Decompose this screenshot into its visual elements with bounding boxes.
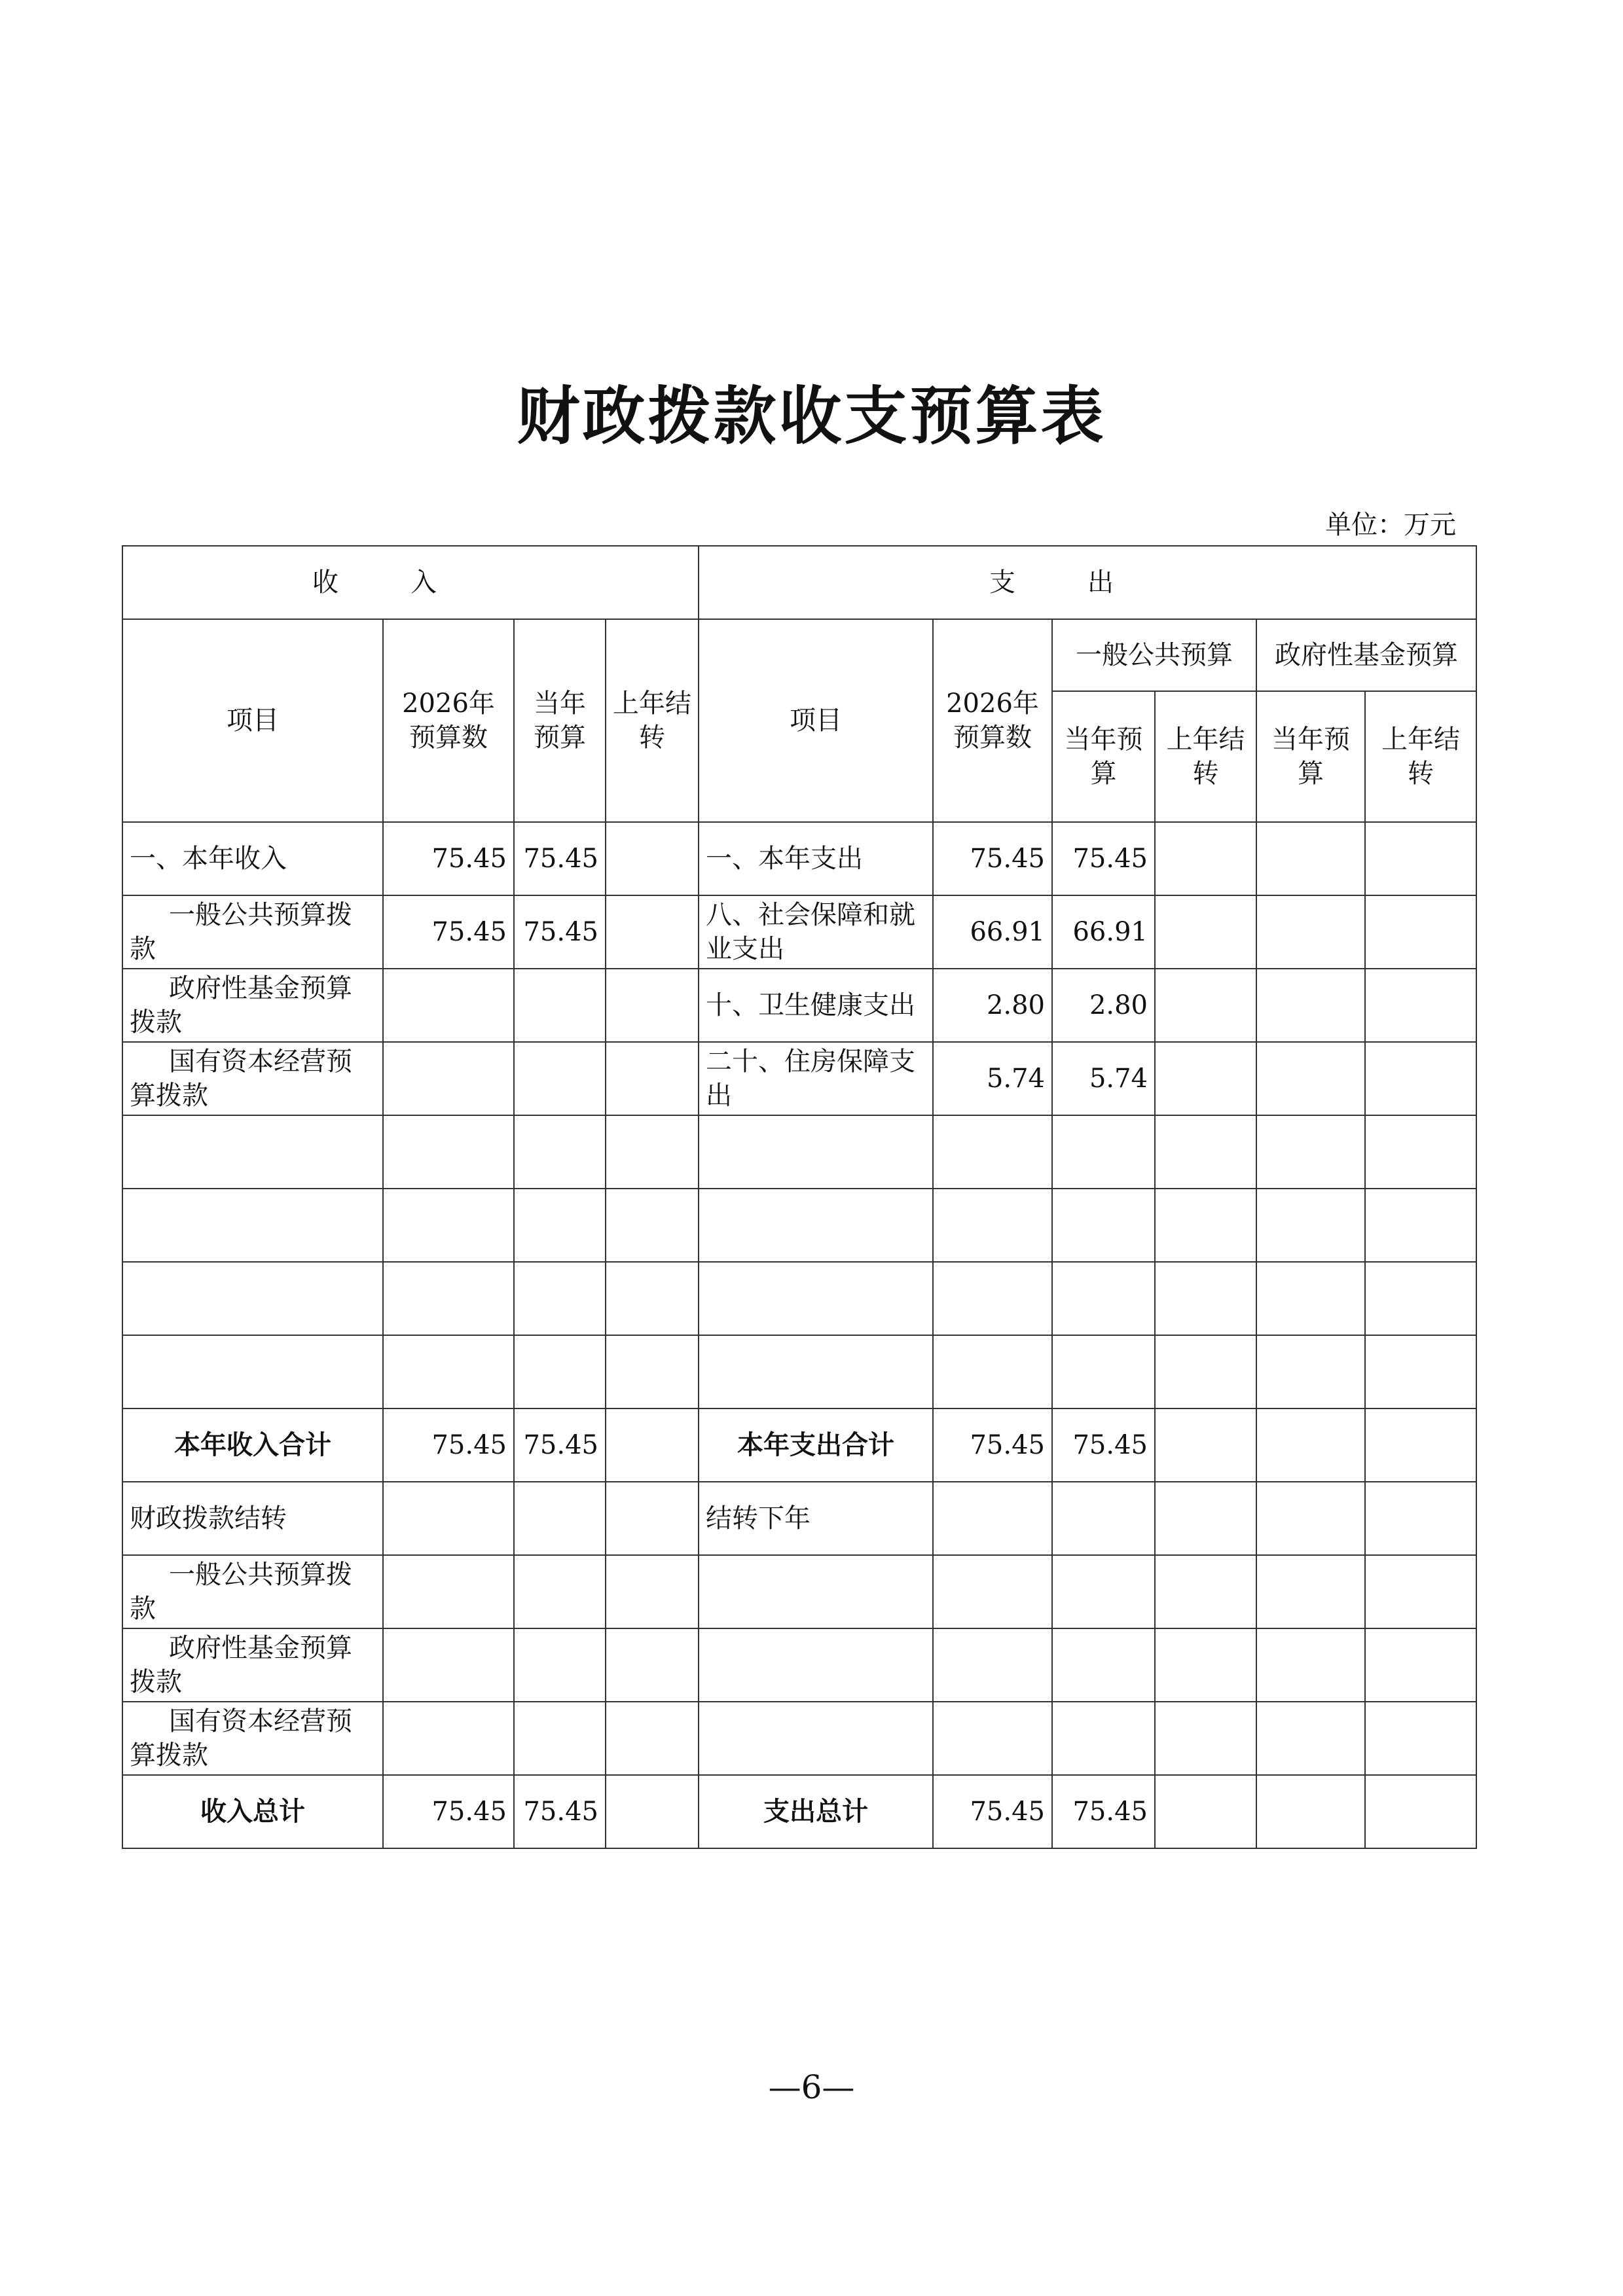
page-number: —6—: [768, 2068, 855, 2106]
empty-row: [122, 1262, 1476, 1335]
income-total: [383, 1042, 514, 1115]
income-current: [514, 1042, 606, 1115]
expense-section-header: 支出: [699, 546, 1476, 619]
income-section-header: 收入: [122, 546, 699, 619]
income-carryover: [606, 822, 699, 895]
expense-item-header: 项目: [699, 619, 933, 822]
income-total: 75.45: [383, 822, 514, 895]
grand-total-row: [122, 1775, 1476, 1848]
expense-fund-current: [1256, 1042, 1365, 1115]
income-year-total-label: 本年收入合计: [122, 1408, 383, 1482]
gov-fund-budget-header: 政府性基金预算: [1256, 619, 1476, 691]
income-item: 一般公共预算拨款: [122, 895, 383, 969]
income-year-total: 75.45: [383, 1408, 514, 1482]
expense-general-carryover: [1155, 895, 1256, 969]
expense-fund-carryover: [1365, 969, 1476, 1042]
expense-total: 66.91: [933, 895, 1052, 969]
empty-row: [122, 1115, 1476, 1189]
empty-row: [122, 1189, 1476, 1262]
expense-budget-2026-header: 2026年预算数: [933, 619, 1052, 822]
budget-table: [122, 545, 1477, 1849]
carry-income-item: 一般公共预算拨款: [122, 1555, 383, 1628]
expense-general-current: 75.45: [1052, 822, 1155, 895]
income-carryover: [606, 1042, 699, 1115]
expense-general-current: 66.91: [1052, 895, 1155, 969]
expense-fund-carryover: [1365, 895, 1476, 969]
income-current-header: 当年预算: [514, 619, 606, 822]
carry-income-item: 政府性基金预算拨款: [122, 1628, 383, 1702]
expense-item: 二十、住房保障支出: [699, 1042, 933, 1115]
expense-fund-carryover: [1365, 1042, 1476, 1115]
income-year-current: 75.45: [514, 1408, 606, 1482]
table-row: [122, 1042, 1476, 1115]
expense-fund-current: [1256, 895, 1365, 969]
carry-expense-item: 结转下年: [699, 1482, 933, 1555]
income-budget-2026-header: 2026年预算数: [383, 619, 514, 822]
income-item-header: 项目: [122, 619, 383, 822]
year-total-row: [122, 1408, 1476, 1482]
income-carryover: [606, 895, 699, 969]
income-carryover-header: 上年结转: [606, 619, 699, 822]
expense-fund-current: [1256, 969, 1365, 1042]
empty-row: [122, 1335, 1476, 1408]
fund-carryover-header: 上年结转: [1365, 691, 1476, 822]
income-item: 国有资本经营预算拨款: [122, 1042, 383, 1115]
carry-expense-item: [699, 1702, 933, 1775]
column-header-row-1: [122, 619, 1476, 691]
page-title: 财政拨款收支预算表: [517, 379, 1106, 453]
expense-year-general-current: 75.45: [1052, 1408, 1155, 1482]
carry-income-item: 国有资本经营预算拨款: [122, 1702, 383, 1775]
expense-general-current: 5.74: [1052, 1042, 1155, 1115]
expense-general-carryover: [1155, 969, 1256, 1042]
expense-general-carryover: [1155, 1042, 1256, 1115]
expense-grand-total-label: 支出总计: [699, 1775, 933, 1848]
expense-fund-carryover: [1365, 822, 1476, 895]
carry-expense-item: [699, 1555, 933, 1628]
unit-label: 单位：万元: [1325, 510, 1456, 540]
income-current: 75.45: [514, 822, 606, 895]
expense-general-current: 2.80: [1052, 969, 1155, 1042]
income-grand-total: 75.45: [383, 1775, 514, 1848]
carry-income-item: 财政拨款结转: [122, 1482, 383, 1555]
income-item: 政府性基金预算拨款: [122, 969, 383, 1042]
general-carryover-header: 上年结转: [1155, 691, 1256, 822]
income-carryover: [606, 969, 699, 1042]
income-grand-current: 75.45: [514, 1775, 606, 1848]
table-row: [122, 895, 1476, 969]
general-budget-header: 一般公共预算: [1052, 619, 1256, 691]
table-row: [122, 969, 1476, 1042]
expense-grand-total: 75.45: [933, 1775, 1052, 1848]
expense-item: 一、本年支出: [699, 822, 933, 895]
section-header-row: [122, 546, 1476, 619]
income-current: [514, 969, 606, 1042]
expense-total: 75.45: [933, 822, 1052, 895]
expense-year-total: 75.45: [933, 1408, 1052, 1482]
expense-item: 八、社会保障和就业支出: [699, 895, 933, 969]
expense-fund-current: [1256, 822, 1365, 895]
expense-grand-general-current: 75.45: [1052, 1775, 1155, 1848]
expense-total: 2.80: [933, 969, 1052, 1042]
income-item: 一、本年收入: [122, 822, 383, 895]
carry-row: [122, 1555, 1476, 1628]
expense-year-total-label: 本年支出合计: [699, 1408, 933, 1482]
expense-total: 5.74: [933, 1042, 1052, 1115]
expense-item: 十、卫生健康支出: [699, 969, 933, 1042]
fund-current-header: 当年预算: [1256, 691, 1365, 822]
expense-general-carryover: [1155, 822, 1256, 895]
income-total: [383, 969, 514, 1042]
general-current-header: 当年预算: [1052, 691, 1155, 822]
carry-row: [122, 1482, 1476, 1555]
income-total: 75.45: [383, 895, 514, 969]
table-row: [122, 822, 1476, 895]
carry-row: [122, 1628, 1476, 1702]
carry-expense-item: [699, 1628, 933, 1702]
income-grand-total-label: 收入总计: [122, 1775, 383, 1848]
carry-row: [122, 1702, 1476, 1775]
income-current: 75.45: [514, 895, 606, 969]
